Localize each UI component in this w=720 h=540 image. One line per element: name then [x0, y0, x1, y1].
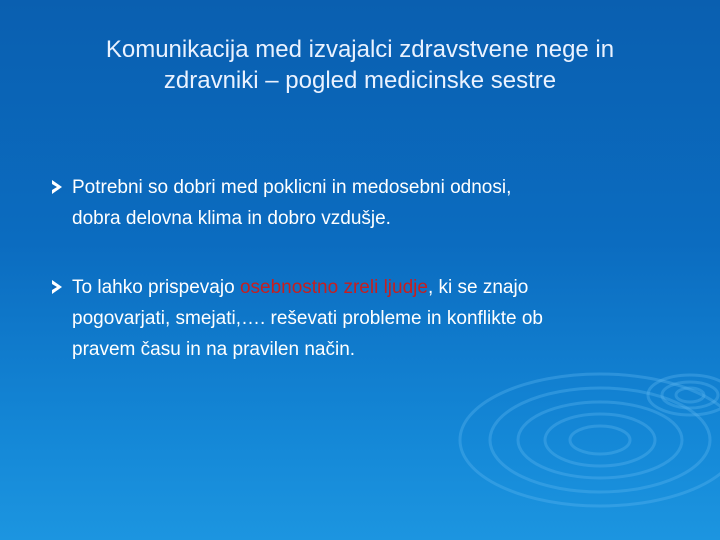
- bullet-item-2: [52, 272, 692, 365]
- bullet-2-line3: pravem času in na pravilen način.: [72, 339, 356, 360]
- bullet-2-prefix: To lahko prispevajo: [72, 277, 240, 298]
- bullet-2-suffix: , ki se znajo: [427, 277, 529, 298]
- bullet-1-line2: dobra delovna klima in dobro vzdušje.: [72, 208, 391, 229]
- slide-title: [40, 34, 680, 96]
- arrow-bullet-icon: [52, 180, 62, 194]
- bullet-2-highlight: osebnostno zreli ljudje: [239, 277, 428, 298]
- bullet-item-1: [52, 172, 692, 234]
- bullet-1-line1: Potrebni so dobri med poklicni in medosebni odnosi,: [72, 177, 512, 198]
- arrow-bullet-icon: [52, 280, 62, 294]
- bullet-2-line1: [72, 272, 692, 303]
- bullet-list: [52, 172, 692, 403]
- bullet-2-line2: pogovarjati, smejati,…. reševati probleme in konflikte ob: [72, 308, 544, 329]
- slide-title-line1: Komunikacija med izvajalci zdravstvene nege in: [105, 36, 615, 63]
- slide-title-line2: zdravniki – pogled medicinske sestre: [163, 67, 557, 94]
